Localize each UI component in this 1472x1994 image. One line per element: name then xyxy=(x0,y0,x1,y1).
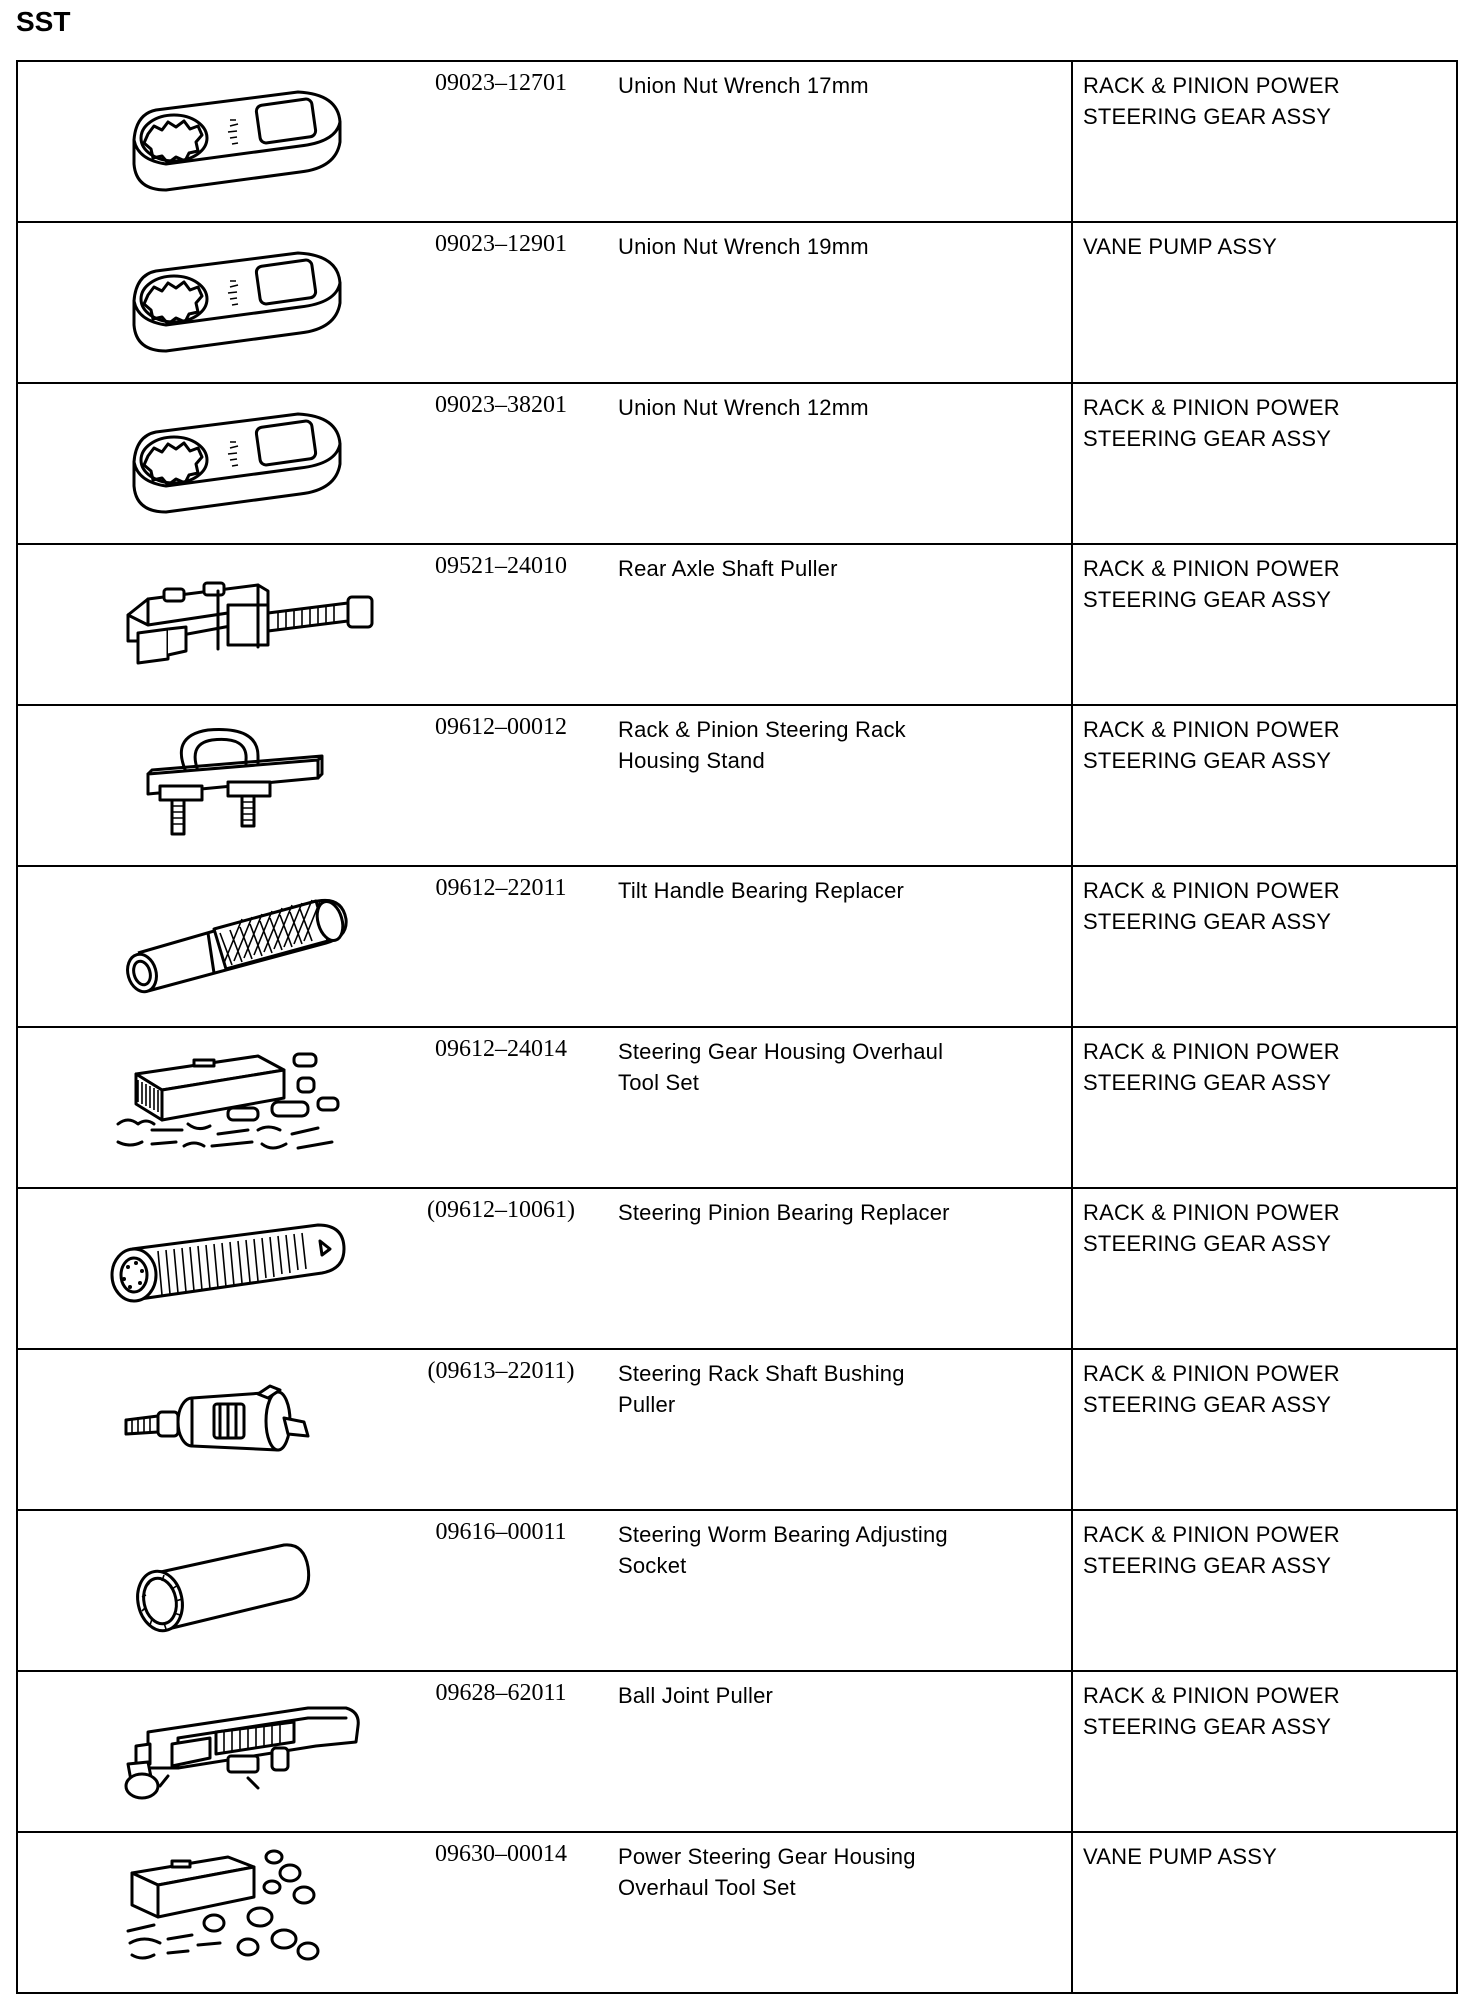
applicable-assembly: RACK & PINION POWER STEERING GEAR ASSY xyxy=(1072,61,1457,222)
table-row xyxy=(17,866,1457,1027)
part-number: 09628–62011 xyxy=(435,1680,567,1706)
applicable-assembly: RACK & PINION POWER STEERING GEAR ASSY xyxy=(1072,1510,1457,1671)
tool-name: Steering Pinion Bearing Replacer xyxy=(618,1200,950,1225)
applicable-assembly: RACK & PINION POWER STEERING GEAR ASSY xyxy=(1072,544,1457,705)
tool-name: Union Nut Wrench 12mm xyxy=(618,395,869,420)
part-number: 09023–38201 xyxy=(435,392,567,418)
pinion-bearing-replacer-icon xyxy=(108,1199,378,1323)
page-title: SST xyxy=(16,6,71,37)
tool-name: Steering Rack Shaft Bushing Puller xyxy=(618,1361,905,1417)
part-number: 09630–00014 xyxy=(435,1841,567,1867)
applicable-assembly: RACK & PINION POWER STEERING GEAR ASSY xyxy=(1072,1027,1457,1188)
tool-cell xyxy=(17,866,1072,1027)
tool-name: Union Nut Wrench 19mm xyxy=(618,234,869,259)
part-number: 09612–24014 xyxy=(435,1036,567,1062)
table-row xyxy=(17,222,1457,383)
part-number: (09612–10061) xyxy=(427,1197,575,1223)
applicable-assembly: VANE PUMP ASSY xyxy=(1072,222,1457,383)
applicable-assembly: RACK & PINION POWER STEERING GEAR ASSY xyxy=(1072,1349,1457,1510)
tool-name: Power Steering Gear Housing Overhaul Tool Set xyxy=(618,1844,916,1900)
tool-name: Rack & Pinion Steering Rack Housing Stand xyxy=(618,717,906,773)
tool-set-2-icon xyxy=(108,1843,378,1967)
tool-name: Rear Axle Shaft Puller xyxy=(618,556,838,581)
tool-cell xyxy=(17,383,1072,544)
bushing-puller-icon xyxy=(108,1360,378,1484)
tool-name: Steering Gear Housing Overhaul Tool Set xyxy=(618,1039,944,1095)
applicable-assembly: VANE PUMP ASSY xyxy=(1072,1832,1457,1993)
part-number: (09613–22011) xyxy=(427,1358,575,1384)
part-number: 09023–12901 xyxy=(435,231,567,257)
tool-cell xyxy=(17,1671,1072,1832)
table-row xyxy=(17,61,1457,222)
tool-cell xyxy=(17,544,1072,705)
tool-cell xyxy=(17,1349,1072,1510)
part-number: 09616–00011 xyxy=(435,1519,567,1545)
tool-name: Ball Joint Puller xyxy=(618,1683,774,1708)
applicable-assembly: RACK & PINION POWER STEERING GEAR ASSY xyxy=(1072,383,1457,544)
part-number: 09612–00012 xyxy=(435,714,567,740)
sst-table xyxy=(16,60,1458,1994)
applicable-assembly: RACK & PINION POWER STEERING GEAR ASSY xyxy=(1072,1188,1457,1349)
part-number: 09612–22011 xyxy=(435,875,567,901)
bearing-replacer-icon xyxy=(108,877,378,1001)
applicable-assembly: RACK & PINION POWER STEERING GEAR ASSY xyxy=(1072,1671,1457,1832)
part-number: 09023–12701 xyxy=(435,70,567,96)
union-nut-wrench-icon xyxy=(108,233,378,357)
table-row xyxy=(17,1349,1457,1510)
part-number: 09521–24010 xyxy=(435,553,567,579)
tool-set-icon xyxy=(108,1038,378,1162)
tool-cell xyxy=(17,1188,1072,1349)
table-row xyxy=(17,705,1457,866)
ball-joint-puller-icon xyxy=(108,1682,378,1806)
adjusting-socket-icon xyxy=(108,1521,378,1645)
tool-cell xyxy=(17,705,1072,866)
tool-cell xyxy=(17,61,1072,222)
table-row xyxy=(17,1510,1457,1671)
table-row xyxy=(17,383,1457,544)
table-row xyxy=(17,1671,1457,1832)
tool-cell xyxy=(17,1510,1072,1671)
table-row xyxy=(17,1188,1457,1349)
tool-name: Tilt Handle Bearing Replacer xyxy=(618,878,905,903)
union-nut-wrench-icon xyxy=(108,394,378,518)
tool-cell xyxy=(17,222,1072,383)
axle-shaft-puller-icon xyxy=(108,555,378,679)
table-row xyxy=(17,1027,1457,1188)
union-nut-wrench-icon xyxy=(108,72,378,196)
table-row xyxy=(17,544,1457,705)
tool-name: Steering Worm Bearing Adjusting Socket xyxy=(618,1522,948,1578)
applicable-assembly: RACK & PINION POWER STEERING GEAR ASSY xyxy=(1072,705,1457,866)
applicable-assembly: RACK & PINION POWER STEERING GEAR ASSY xyxy=(1072,866,1457,1027)
rack-housing-stand-icon xyxy=(108,716,378,840)
tool-cell xyxy=(17,1027,1072,1188)
table-row xyxy=(17,1832,1457,1993)
tool-cell xyxy=(17,1832,1072,1993)
tool-name: Union Nut Wrench 17mm xyxy=(618,73,869,98)
